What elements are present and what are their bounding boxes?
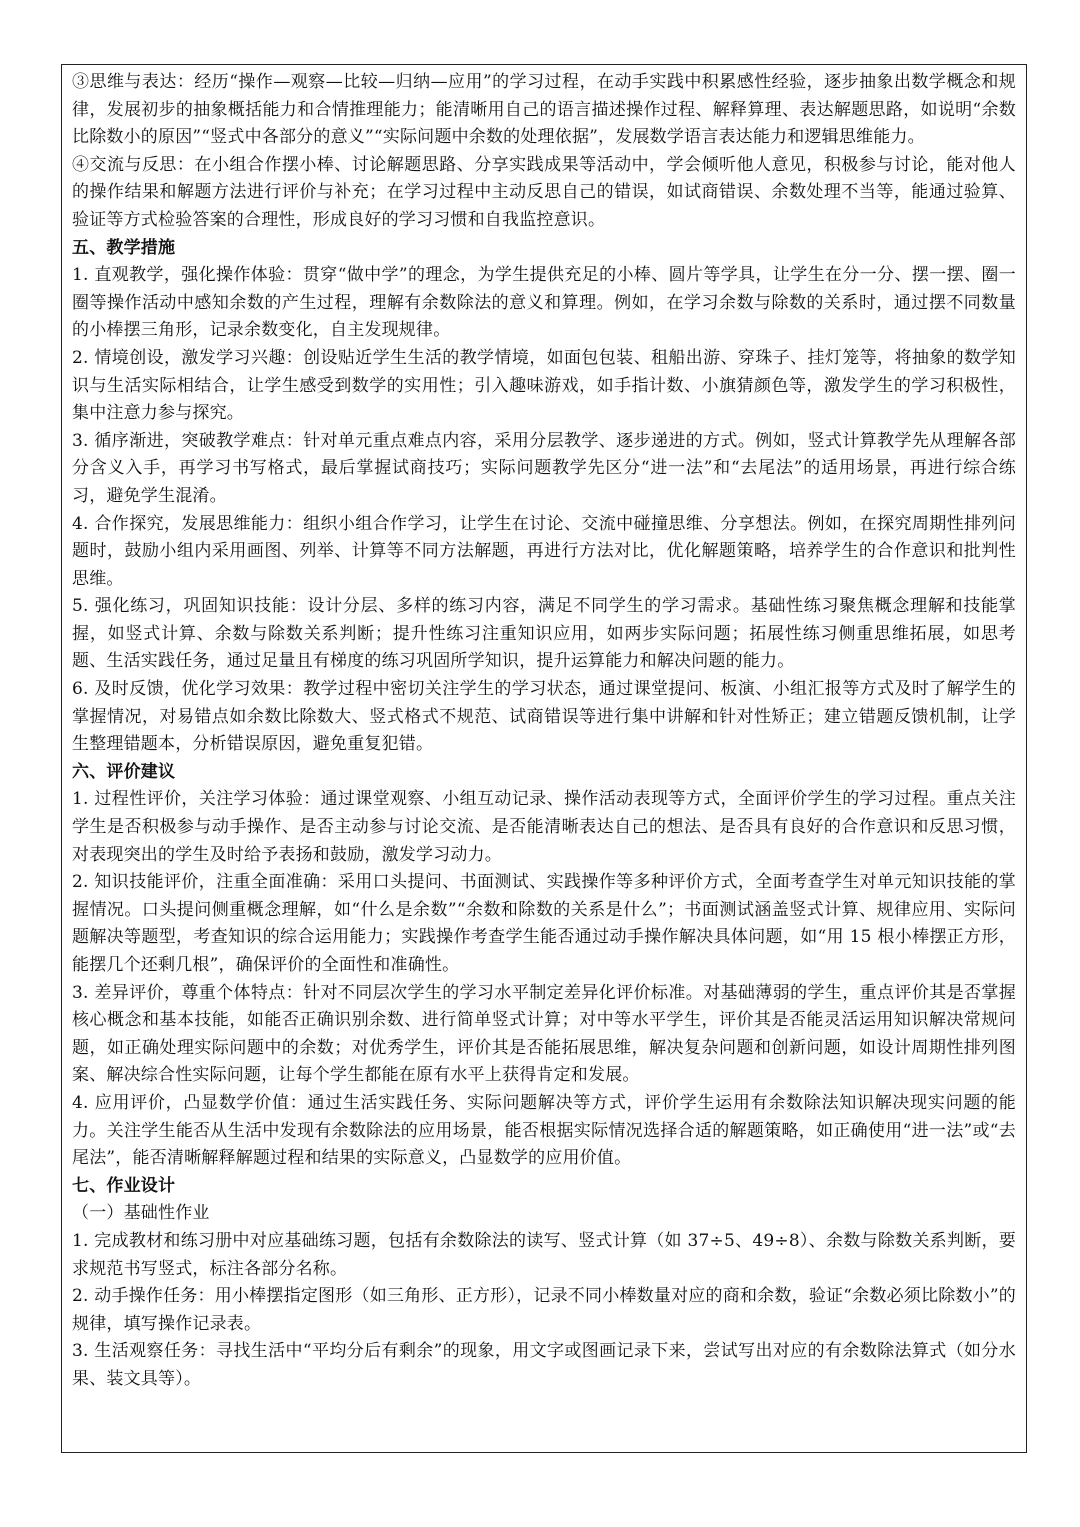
document-content — [72, 69, 1016, 1394]
measure-item-6: 6. 及时反馈，优化学习效果：教学过程中密切关注学生的学习状态，通过课堂提问、板演、小组汇报等方式及时了解学生的掌握情况，对易错点如余数比除数大、竖式格式不规范、试商错误等进行集中讲解和针对性矫正；建立错题反馈机制，让学生整理错题本，分析错误原因，避免重复犯错。 — [72, 679, 1016, 755]
paragraph-thinking-expression: ③思维与表达：经历“操作—观察—比较—归纳—应用”的学习过程，在动手实践中积累感性经验，逐步抽象出数学概念和规律，发展初步的抽象概括能力和合情推理能力；能清晰用自己的语言描述操作过程、解释算理、表达解题思路，如说明“余数比除数小的原因”“竖式中各部分的意义”“实际问题中余数的处理依据”，发展数学语言表达能力和逻辑思维能力。 — [72, 72, 1016, 148]
homework-item-1: 1. 完成教材和练习册中对应基础练习题，包括有余数除法的读写、竖式计算（如 37÷5、49÷8）、余数与除数关系判断，要求规范书写竖式，标注各部分名称。 — [72, 1230, 1016, 1279]
section-heading-evaluation: 六、评价建议 — [72, 761, 176, 782]
homework-item-3: 3. 生活观察任务：寻找生活中“平均分后有剩余”的现象，用文字或图画记录下来，尝试写出对应的有余数除法算式（如分水果、装文具等）。 — [72, 1341, 1016, 1389]
measure-item-1: 1. 直观教学，强化操作体验：贯穿“做中学”的理念，为学生提供充足的小棒、圆片等学具，让学生在分一分、摆一摆、圈一圈等操作活动中感知余数的产生过程，理解有余数除法的意义和算理。例如，在学习余数与除数的关系时，通过摆不同数量的小棒摆三角形，记录余数变化，自主发现规律。 — [72, 265, 1016, 341]
evaluation-item-1: 1. 过程性评价，关注学习体验：通过课堂观察、小组互动记录、操作活动表现等方式，全面评价学生的学习过程。重点关注学生是否积极参与动手操作、是否主动参与讨论交流、是否能清晰表达自己的想法、是否具有良好的合作意识和反思习惯，对表现突出的学生及时给予表扬和鼓励，激发学习动力。 — [72, 789, 1016, 865]
section-heading-homework: 七、作业设计 — [72, 1175, 176, 1196]
evaluation-item-2: 2. 知识技能评价，注重全面准确：采用口头提问、书面测试、实践操作等多种评价方式，全面考查学生对单元知识技能的掌握情况。口头提问侧重概念理解，如“什么是余数”“余数和除数的关系是什么”；书面测试涵盖竖式计算、规律应用、实际问题解决等题型，考查知识的综合运用能力；实践操作考查学生能否通过动手操作解决具体问题，如“用 15 根小棒摆正方形，能摆几个还剩几根”，确保评价的全面性和准确性。 — [72, 872, 1016, 975]
measure-item-5: 5. 强化练习，巩固知识技能：设计分层、多样的练习内容，满足不同学生的学习需求。基础性练习聚焦概念理解和技能掌握，如竖式计算、余数与除数关系判断；提升性练习注重知识应用，如两步实际问题；拓展性练习侧重思维拓展，如思考题、生活实践任务，通过足量且有梯度的练习巩固所学知识，提升运算能力和解决问题的能力。 — [72, 596, 1016, 672]
paragraph-communication-reflection: ④交流与反思：在小组合作摆小棒、讨论解题思路、分享实践成果等活动中，学会倾听他人意见，积极参与讨论，能对他人的操作结果和解题方法进行评价与补充；在学习过程中主动反思自己的错误，如试商错误、余数处理不当等，能通过验算、验证等方式检验答案的合理性，形成良好的学习习惯和自我监控意识。 — [72, 154, 1016, 230]
measure-item-3: 3. 循序渐进，突破教学难点：针对单元重点难点内容，采用分层教学、逐步递进的方式。例如，竖式计算教学先从理解各部分含义入手，再学习书写格式，最后掌握试商技巧；实际问题教学先区分“进一法”和“去尾法”的适用场景，再进行综合练习，避免学生混淆。 — [72, 430, 1016, 506]
section-heading-teaching-measures: 五、教学措施 — [72, 237, 176, 258]
evaluation-item-3: 3. 差异评价，尊重个体特点：针对不同层次学生的学习水平制定差异化评价标准。对基础薄弱的学生，重点评价其是否掌握核心概念和基本技能，如能否正确识别余数、进行简单竖式计算；对中等水平学生，评价其是否能灵活运用知识解决常规问题，如正确处理实际问题中的余数；对优秀学生，评价其是否能拓展思维，解决复杂问题和创新问题，如设计周期性排列图案、解决综合性实际问题，让每个学生都能在原有水平上获得肯定和发展。 — [72, 982, 1016, 1086]
homework-subheading-basic: （一）基础性作业 — [72, 1203, 210, 1224]
measure-item-4: 4. 合作探究，发展思维能力：组织小组合作学习，让学生在讨论、交流中碰撞思维、分享想法。例如，在探究周期性排列问题时，鼓励小组内采用画图、列举、计算等不同方法解题，再进行方法对比，优化解题策略，培养学生的合作意识和批判性思维。 — [72, 513, 1016, 589]
measure-item-2: 2. 情境创设，激发学习兴趣：创设贴近学生生活的教学情境，如面包包装、租船出游、穿珠子、挂灯笼等，将抽象的数学知识与生活实际相结合，让学生感受到数学的实用性；引入趣味游戏，如手指计数、小旗猜颜色等，激发学生的学习积极性，集中注意力参与探究。 — [72, 347, 1016, 424]
evaluation-item-4: 4. 应用评价，凸显数学价值：通过生活实践任务、实际问题解决等方式，评价学生运用有余数除法知识解决现实问题的能力。关注学生能否从生活中发现有余数除法的应用场景，能否根据实际情况选择合适的解题策略，如正确使用“进一法”或“去尾法”，能否清晰解释解题过程和结果的实际意义，凸显数学的应用价值。 — [72, 1092, 1016, 1169]
document-frame — [61, 64, 1027, 1453]
homework-item-2: 2. 动手操作任务：用小棒摆指定图形（如三角形、正方形），记录不同小棒数量对应的商和余数，验证“余数必须比除数小”的规律，填写操作记录表。 — [72, 1286, 1016, 1334]
